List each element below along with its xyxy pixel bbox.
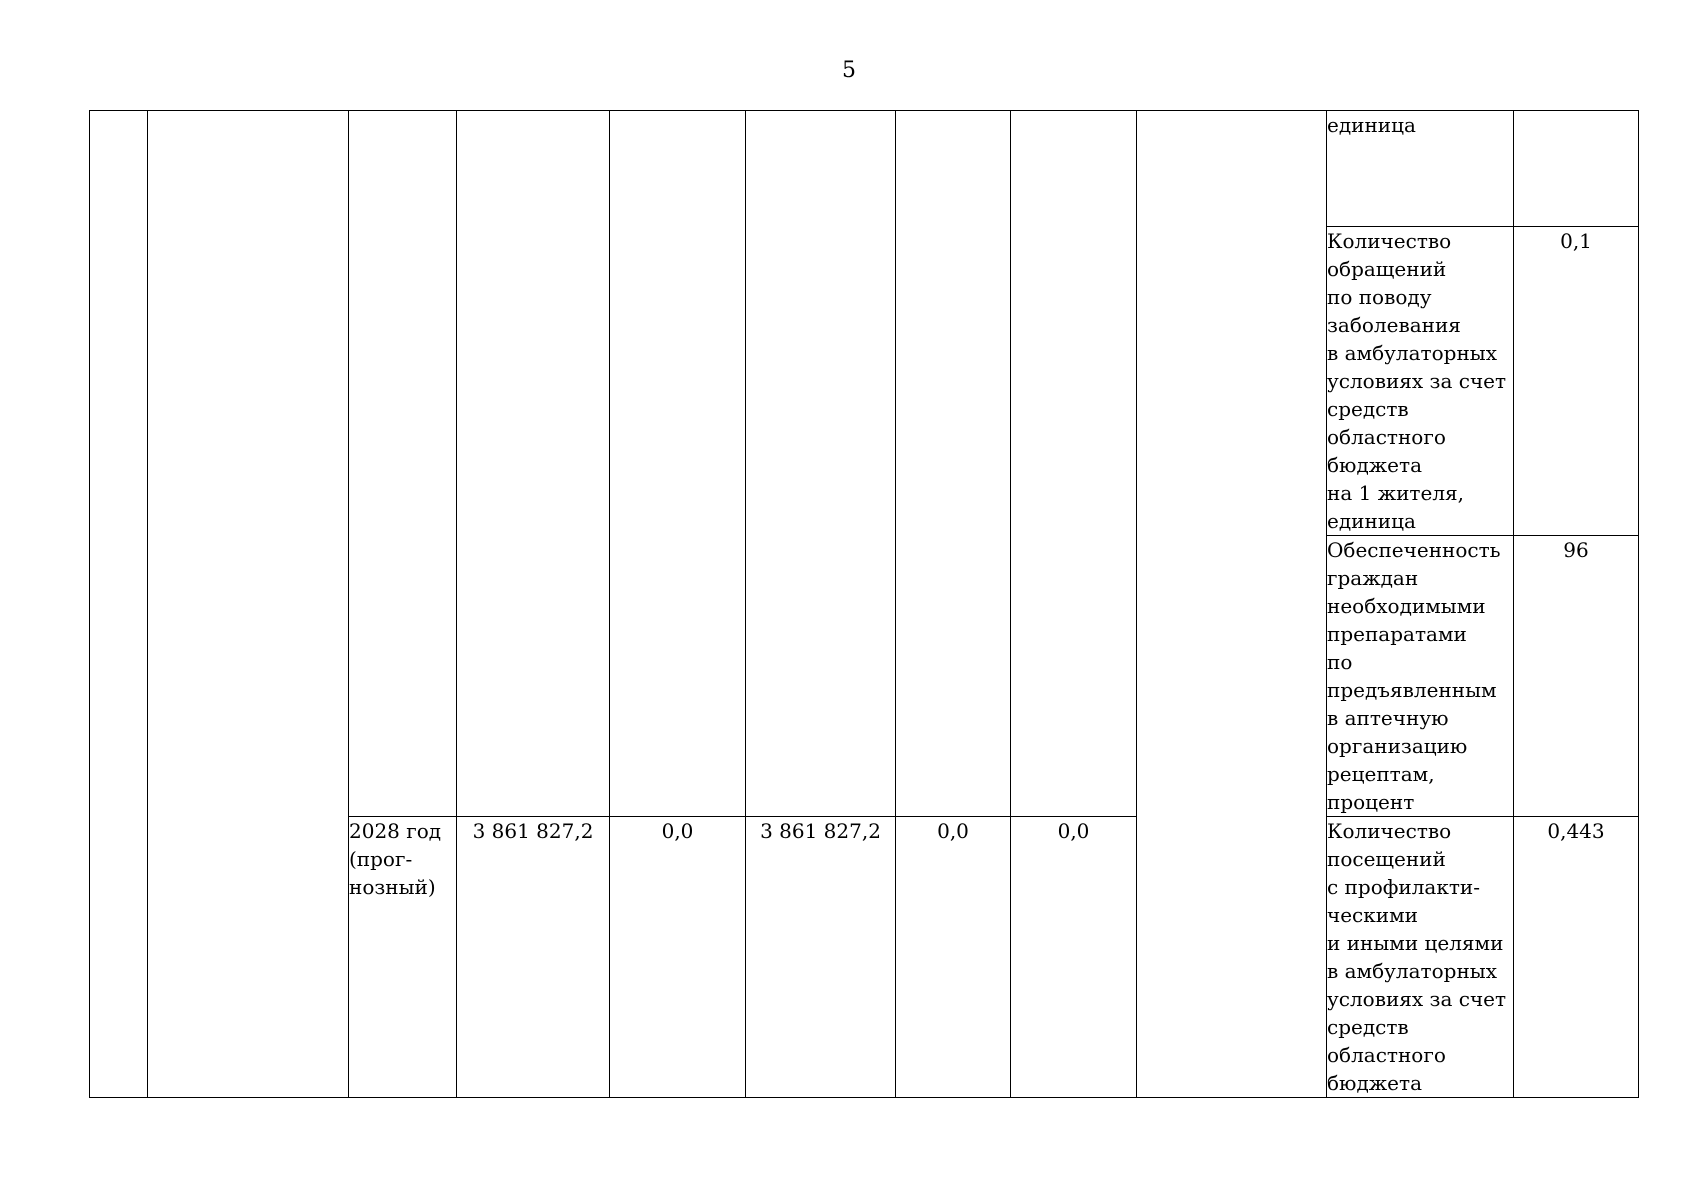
other-sources-cell (1011, 111, 1137, 817)
responsible-cell (1137, 111, 1327, 1098)
local-budget-cell (896, 111, 1011, 817)
col-name-cell (148, 111, 349, 1098)
regional-budget-cell (746, 111, 896, 817)
total-cell (457, 111, 610, 817)
indicator-value (1514, 111, 1639, 227)
forecast-local-cell: 0,0 (896, 817, 1011, 1098)
indicator-name: единица (1327, 111, 1514, 227)
indicator-name: Количество посещений с профилакти- ческими и иными целями в амбулаторных условиях за счет средств областного бюджета (1327, 817, 1514, 1098)
federal-budget-cell (610, 111, 746, 817)
indicator-value: 96 (1514, 536, 1639, 817)
indicator-value: 0,443 (1514, 817, 1639, 1098)
indicator-name: Количество обращений по поводу заболевания в амбулаторных условиях за счет средств областного бюджета на 1 жителя, единица (1327, 227, 1514, 536)
col-number-cell (90, 111, 148, 1098)
page-number: 5 (842, 58, 856, 83)
forecast-other-cell: 0,0 (1011, 817, 1137, 1098)
forecast-regional-cell: 3 861 827,2 (746, 817, 896, 1098)
year-cell (349, 111, 457, 817)
indicator-name: Обеспеченность граждан необходимыми препаратами по предъявленным в аптечную организацию рецептам, процент (1327, 536, 1514, 817)
forecast-total-cell: 3 861 827,2 (457, 817, 610, 1098)
forecast-federal-cell: 0,0 (610, 817, 746, 1098)
program-financing-table (89, 110, 1639, 1098)
indicator-value: 0,1 (1514, 227, 1639, 536)
table-row (90, 111, 1639, 227)
forecast-year-cell: 2028 год (прог- нозный) (349, 817, 457, 1098)
